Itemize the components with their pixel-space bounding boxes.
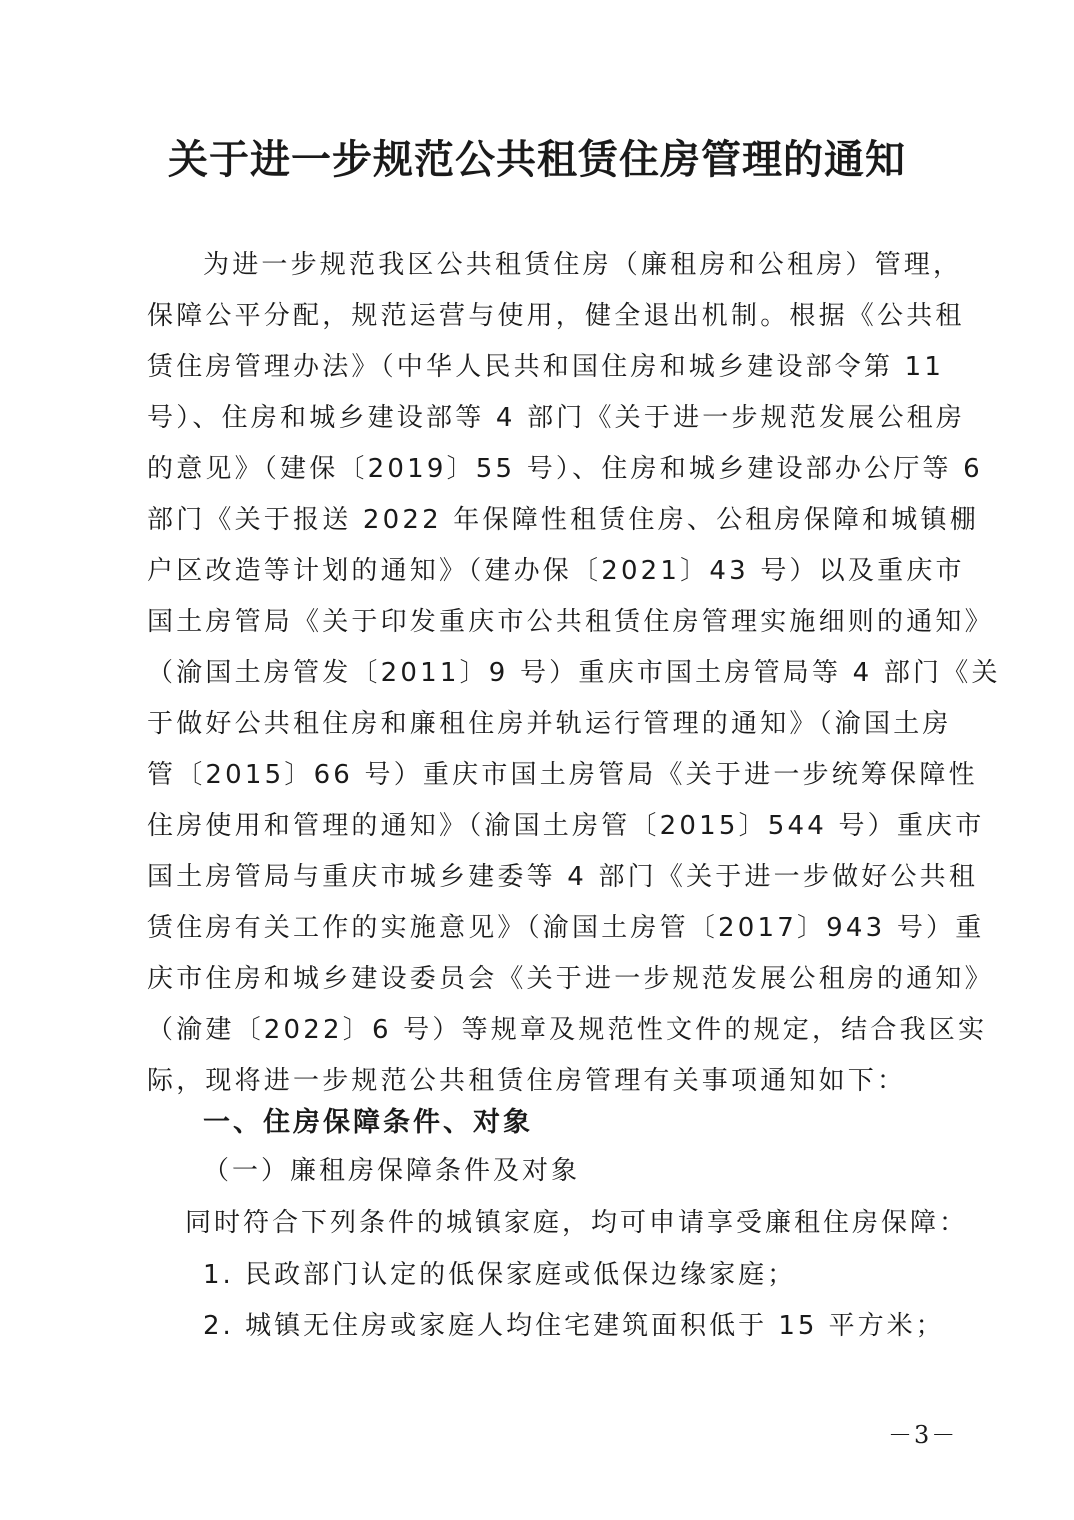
section-heading: 一、住房保障条件、对象 bbox=[203, 1107, 533, 1138]
paragraph-line: 保障公平分配，规范运营与使用，健全退出机制。根据《公共租 bbox=[147, 301, 965, 331]
paragraph-line: 赁住房有关工作的实施意见》（渝国土房管〔2017〕943 号）重 bbox=[147, 913, 985, 943]
paragraph-line: （渝国土房管发〔2011〕9 号）重庆市国土房管局等 4 部门《关 bbox=[147, 658, 1001, 688]
paragraph-line: 管〔2015〕66 号）重庆市国土房管局《关于进一步统筹保障性 bbox=[147, 760, 978, 790]
paragraph-line: 庆市住房和城乡建设委员会《关于进一步规范发展公租房的通知》 bbox=[147, 964, 994, 994]
list-item: 1. 民政部门认定的低保家庭或低保边缘家庭； bbox=[203, 1260, 797, 1290]
paragraph-line: 于做好公共租住房和廉租住房并轨运行管理的通知》（渝国土房 bbox=[147, 709, 952, 739]
paragraph-line: 赁住房管理办法》（中华人民共和国住房和城乡建设部令第 11 bbox=[147, 352, 945, 382]
paragraph-line: 部门《关于报送 2022 年保障性租赁住房、公租房保障和城镇棚 bbox=[147, 505, 979, 535]
paragraph-line: 国土房管局《关于印发重庆市公共租赁住房管理实施细则的通知》 bbox=[147, 607, 994, 637]
paragraph-line: 户区改造等计划的通知》（建办保〔2021〕43 号）以及重庆市 bbox=[147, 556, 965, 586]
conditions-intro: 同时符合下列条件的城镇家庭，均可申请享受廉租住房保障： bbox=[185, 1208, 969, 1238]
paragraph-line: 国土房管局与重庆市城乡建委等 4 部门《关于进一步做好公共租 bbox=[147, 862, 979, 892]
paragraph-line: （渝建〔2022〕6 号）等规章及规范性文件的规定，结合我区实 bbox=[147, 1015, 988, 1045]
list-item: 2. 城镇无住房或家庭人均住宅建筑面积低于 15 平方米； bbox=[203, 1311, 945, 1341]
page-number: －3－ bbox=[888, 1421, 958, 1449]
document-title: 关于进一步规范公共租赁住房管理的通知 bbox=[168, 136, 906, 183]
paragraph-line: 际，现将进一步规范公共租赁住房管理有关事项通知如下： bbox=[147, 1066, 907, 1096]
paragraph-line: 号）、住房和城乡建设部等 4 部门《关于进一步规范发展公租房 bbox=[147, 403, 966, 433]
paragraph-line: 的意见》（建保〔2019〕55 号）、住房和城乡建设部办公厅等 6 bbox=[147, 454, 983, 484]
paragraph-line: 为进一步规范我区公共租赁住房（廉租房和公租房）管理， bbox=[203, 250, 963, 280]
sub-heading: （一）廉租房保障条件及对象 bbox=[203, 1156, 581, 1186]
paragraph-line: 住房使用和管理的通知》（渝国土房管〔2015〕544 号）重庆市 bbox=[147, 811, 985, 841]
